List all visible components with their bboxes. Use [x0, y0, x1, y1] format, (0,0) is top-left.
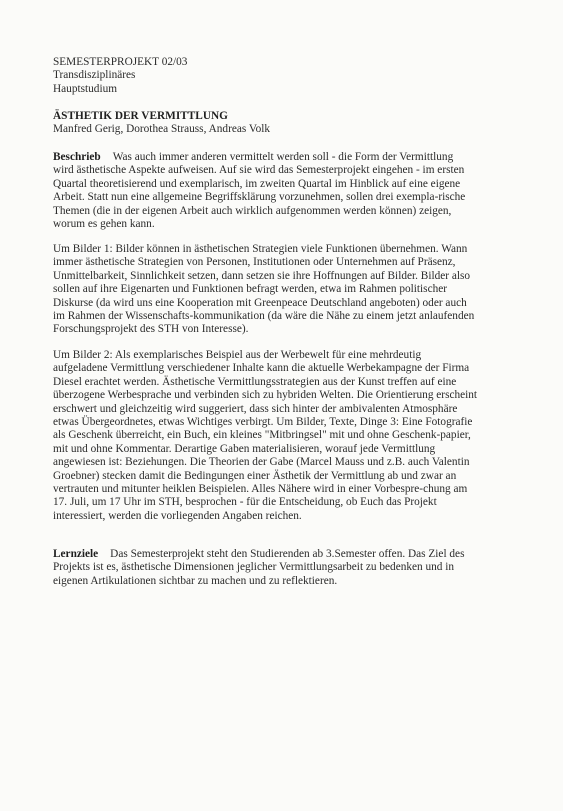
- lernziele-section: [53, 548, 515, 588]
- beschrieb-line-2: Quartal theoretisierend und exemplarisch, im zweiten Quartal im Hinblick auf eine eigene: [53, 177, 461, 190]
- bilder2-line-9: Groebner) stecken damit die Bedingungen einer Ästhetik der Vermittlung ab und zwar an: [53, 469, 457, 482]
- lernziele-text-0: Das Semesterprojekt steht den Studierenden ab 3.Semester offen. Das Ziel des: [110, 548, 465, 560]
- beschrieb-text-0: Was auch immer anderen vermittelt werden soll - die Form der Vermittlung: [112, 151, 454, 163]
- bilder2-line-4: erschwert und gleichzeitig wird suggeriert, dass sich hinter der ambivalenten Atmosphäre: [53, 402, 458, 415]
- document-title: ÄSTHETIK DER VERMITTLUNG: [53, 110, 228, 122]
- lernziele-line-1: Projekts ist es, ästhetische Dimensionen jeglicher Vermittlungsarbeit zu bedenken und in: [53, 561, 455, 574]
- bilder2-line-3: überzogene Werbesprache und verbinden sich zu hybriden Welten. Die Orientierung erscheint: [53, 389, 478, 402]
- beschrieb-label: Beschrieb: [53, 151, 101, 163]
- bilder1-line-6: Forschungsprojekt des STH von Interesse).: [53, 323, 249, 336]
- bilder2-line-12: interessiert, werden die vorliegenden Angaben reichen.: [53, 509, 302, 522]
- bilder1-line-5: im Rahmen der Wissenschafts-kommunikation (da wäre die Nähe zu einem jetzt anlaufenden: [53, 310, 475, 323]
- beschrieb-line-3: Arbeit. Statt nun eine allgemeine Begriffsklärung vorzunehmen, sollen drei exempla-rische: [53, 191, 466, 204]
- bilder2-line-5: etwas Übergeordnetes, etwas Wichtiges verbirgt. Um Bilder, Texte, Dinge 3: Eine Fotografie: [53, 416, 473, 429]
- bilder1-line-0: Um Bilder 1: Bilder können in ästhetischen Strategien viele Funktionen übernehmen. Wann: [53, 243, 468, 255]
- bilder2-line-6: als Geschenk überreicht, ein Buch, ein kleines "Mitbringsel" mit und ohne Geschenk-papier,: [53, 429, 471, 442]
- beschrieb-section: [53, 151, 515, 231]
- bilder2-line-7: mit und ohne Kommentar. Derartige Gaben materialisieren, worauf jede Vermittlung: [53, 442, 436, 455]
- bilder1-line-1: immer ästhetische Strategien von Personen, Institutionen oder Unternehmen auf Präsenz,: [53, 256, 456, 269]
- bilder2-line-8: angewiesen ist: Beziehungen. Die Theorien der Gabe (Marcel Mauss und z.B. auch Valentin: [53, 456, 470, 469]
- title-block: [53, 110, 515, 137]
- beschrieb-line-1: wird ästhetische Aspekte aufweisen. Auf sie wird das Semesterprojekt eingehen - im ersten: [53, 164, 465, 177]
- header-line-2: Transdisziplinäres: [53, 69, 136, 82]
- lernziele-label: Lernziele: [53, 548, 99, 560]
- bilder1-line-3: sollen auf ihre Eigenarten und Funktionen befragt werden, etwa im Rahmen politischer: [53, 283, 448, 296]
- beschrieb-line-5: worum es gehen kann.: [53, 218, 155, 231]
- bilder2-section: [53, 349, 515, 523]
- authors: Manfred Gerig, Dorothea Strauss, Andreas Volk: [53, 123, 271, 136]
- bilder2-line-1: aufgeladene Vermittlung verschiedener Inhalte kann die aktuelle Werbekampagne der Firma: [53, 362, 470, 375]
- beschrieb-line-4: Themen (die in der eigenen Arbeit auch wirklich aufgenommen werden können) zeigen,: [53, 204, 452, 217]
- bilder2-line-2: Diesel erachtet werden. Ästhetische Vermittlungsstrategien aus der Kunst treffen auf eine: [53, 375, 457, 388]
- bilder2-line-10: vertrauten und mitunter heiklen Beispielen. Alles Nähere wird in einer Vorbespre-chung am: [53, 483, 468, 496]
- course-header: [53, 56, 515, 96]
- header-line-1: SEMESTERPROJEKT 02/03: [53, 56, 188, 68]
- bilder1-line-4: Diskurse (da wird uns eine Kooperation mit Greenpeace Deutschland angeboten) oder auch: [53, 296, 467, 309]
- bilder1-section: [53, 243, 515, 337]
- bilder2-line-11: 17. Juli, um 17 Uhr im STH, besprochen - für die Entscheidung, ob Euch das Projekt: [53, 496, 437, 509]
- header-line-3: Hauptstudium: [53, 82, 118, 95]
- lernziele-line-0: [53, 548, 515, 561]
- lernziele-line-2: eigenen Artikulationen sichtbar zu machen und zu reflektieren.: [53, 574, 338, 587]
- beschrieb-line-0: [53, 151, 515, 164]
- bilder1-line-2: Unmittelbarkeit, Sinnlichkeit setzen, dann setzen sie ihre Hoffnungen auf Bilder. Bilder also: [53, 269, 471, 282]
- bilder2-line-0: Um Bilder 2: Als exemplarisches Beispiel aus der Werbewelt für eine mehrdeutig: [53, 349, 422, 361]
